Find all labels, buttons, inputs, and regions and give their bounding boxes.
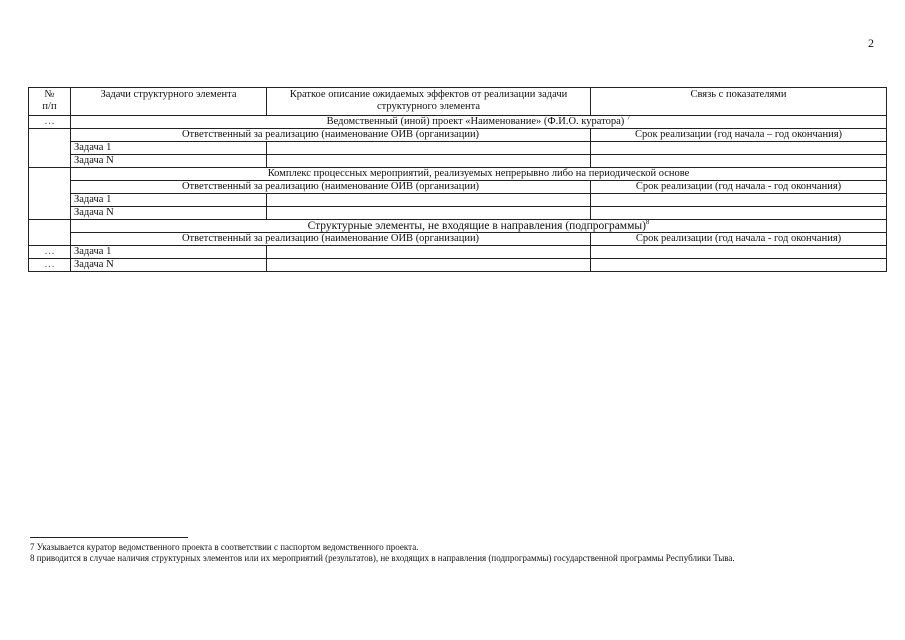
table-row bbox=[29, 194, 887, 207]
header-tasks: Задачи структурного элемента bbox=[71, 88, 267, 116]
empty-cell bbox=[591, 259, 887, 272]
section3-title: Структурные элементы, не входящие в направления (подпрограммы)$^8$ bbox=[71, 220, 887, 233]
section2-title-row bbox=[29, 168, 887, 181]
section2-responsible-row bbox=[29, 181, 887, 194]
header-effects: Краткое описание ожидаемых эффектов от реализации задачи структурного элемента bbox=[267, 88, 591, 116]
empty-cell bbox=[591, 142, 887, 155]
section3-num-cell bbox=[29, 220, 71, 246]
footnotes bbox=[30, 542, 880, 564]
empty-cell bbox=[267, 246, 591, 259]
table-row bbox=[29, 155, 887, 168]
section2-taskN: Задача N bbox=[71, 207, 267, 220]
section3-task1: Задача 1 bbox=[71, 246, 267, 259]
empty-cell bbox=[267, 194, 591, 207]
page-number: 2 bbox=[868, 36, 874, 50]
section3-timeline: Срок реализации (год начала - год окончания) bbox=[591, 233, 887, 246]
section1-title: Ведомственный (иной) проект «Наименование» (Ф.И.О. куратора) $^7$ bbox=[71, 116, 887, 129]
table-row bbox=[29, 246, 887, 259]
section1-taskN: Задача N bbox=[71, 155, 267, 168]
row-marker: … bbox=[29, 246, 71, 259]
empty-cell bbox=[591, 194, 887, 207]
section2-responsible: Ответственный за реализацию (наименование ОИВ (организации) bbox=[71, 181, 591, 194]
empty-cell bbox=[591, 246, 887, 259]
section2-task1: Задача 1 bbox=[71, 194, 267, 207]
row-marker: … bbox=[29, 116, 71, 129]
section2-num-cell bbox=[29, 168, 71, 220]
footnote-separator bbox=[30, 537, 188, 538]
section1-num-cell bbox=[29, 129, 71, 168]
empty-cell bbox=[591, 155, 887, 168]
section1-responsible: Ответственный за реализацию (наименование ОИВ (организации) bbox=[71, 129, 591, 142]
section3-responsible: Ответственный за реализацию (наименование ОИВ (организации) bbox=[71, 233, 591, 246]
table-row bbox=[29, 207, 887, 220]
header-num: № п/п bbox=[29, 88, 71, 116]
section1-responsible-row bbox=[29, 129, 887, 142]
header-indicators: Связь с показателями bbox=[591, 88, 887, 116]
empty-cell bbox=[267, 207, 591, 220]
section1-title-row bbox=[29, 116, 887, 129]
section2-title: Комплекс процессных мероприятий, реализуемых непрерывно либо на периодической основе bbox=[71, 168, 887, 181]
table-header-row bbox=[29, 88, 887, 116]
empty-cell bbox=[267, 142, 591, 155]
row-marker: … bbox=[29, 259, 71, 272]
table-row bbox=[29, 142, 887, 155]
footnote-8: 8 приводится в случае наличия структурных элементов или их мероприятий (результатов), не входящих в направления (подпрограммы) государственной программы Республики Тыва. bbox=[30, 553, 735, 563]
section1-timeline: Срок реализации (год начала – год окончания) bbox=[591, 129, 887, 142]
empty-cell bbox=[267, 155, 591, 168]
section3-taskN: Задача N bbox=[71, 259, 267, 272]
section1-task1: Задача 1 bbox=[71, 142, 267, 155]
empty-cell bbox=[267, 259, 591, 272]
empty-cell bbox=[591, 207, 887, 220]
table-row bbox=[29, 259, 887, 272]
section3-title-row bbox=[29, 220, 887, 233]
structural-elements-table bbox=[28, 87, 887, 272]
footnote-7: 7 Указывается куратор ведомственного проекта в соответствии с паспортом ведомственного проекта. bbox=[30, 542, 419, 552]
section2-timeline: Срок реализации (год начала - год окончания) bbox=[591, 181, 887, 194]
section3-responsible-row bbox=[29, 233, 887, 246]
